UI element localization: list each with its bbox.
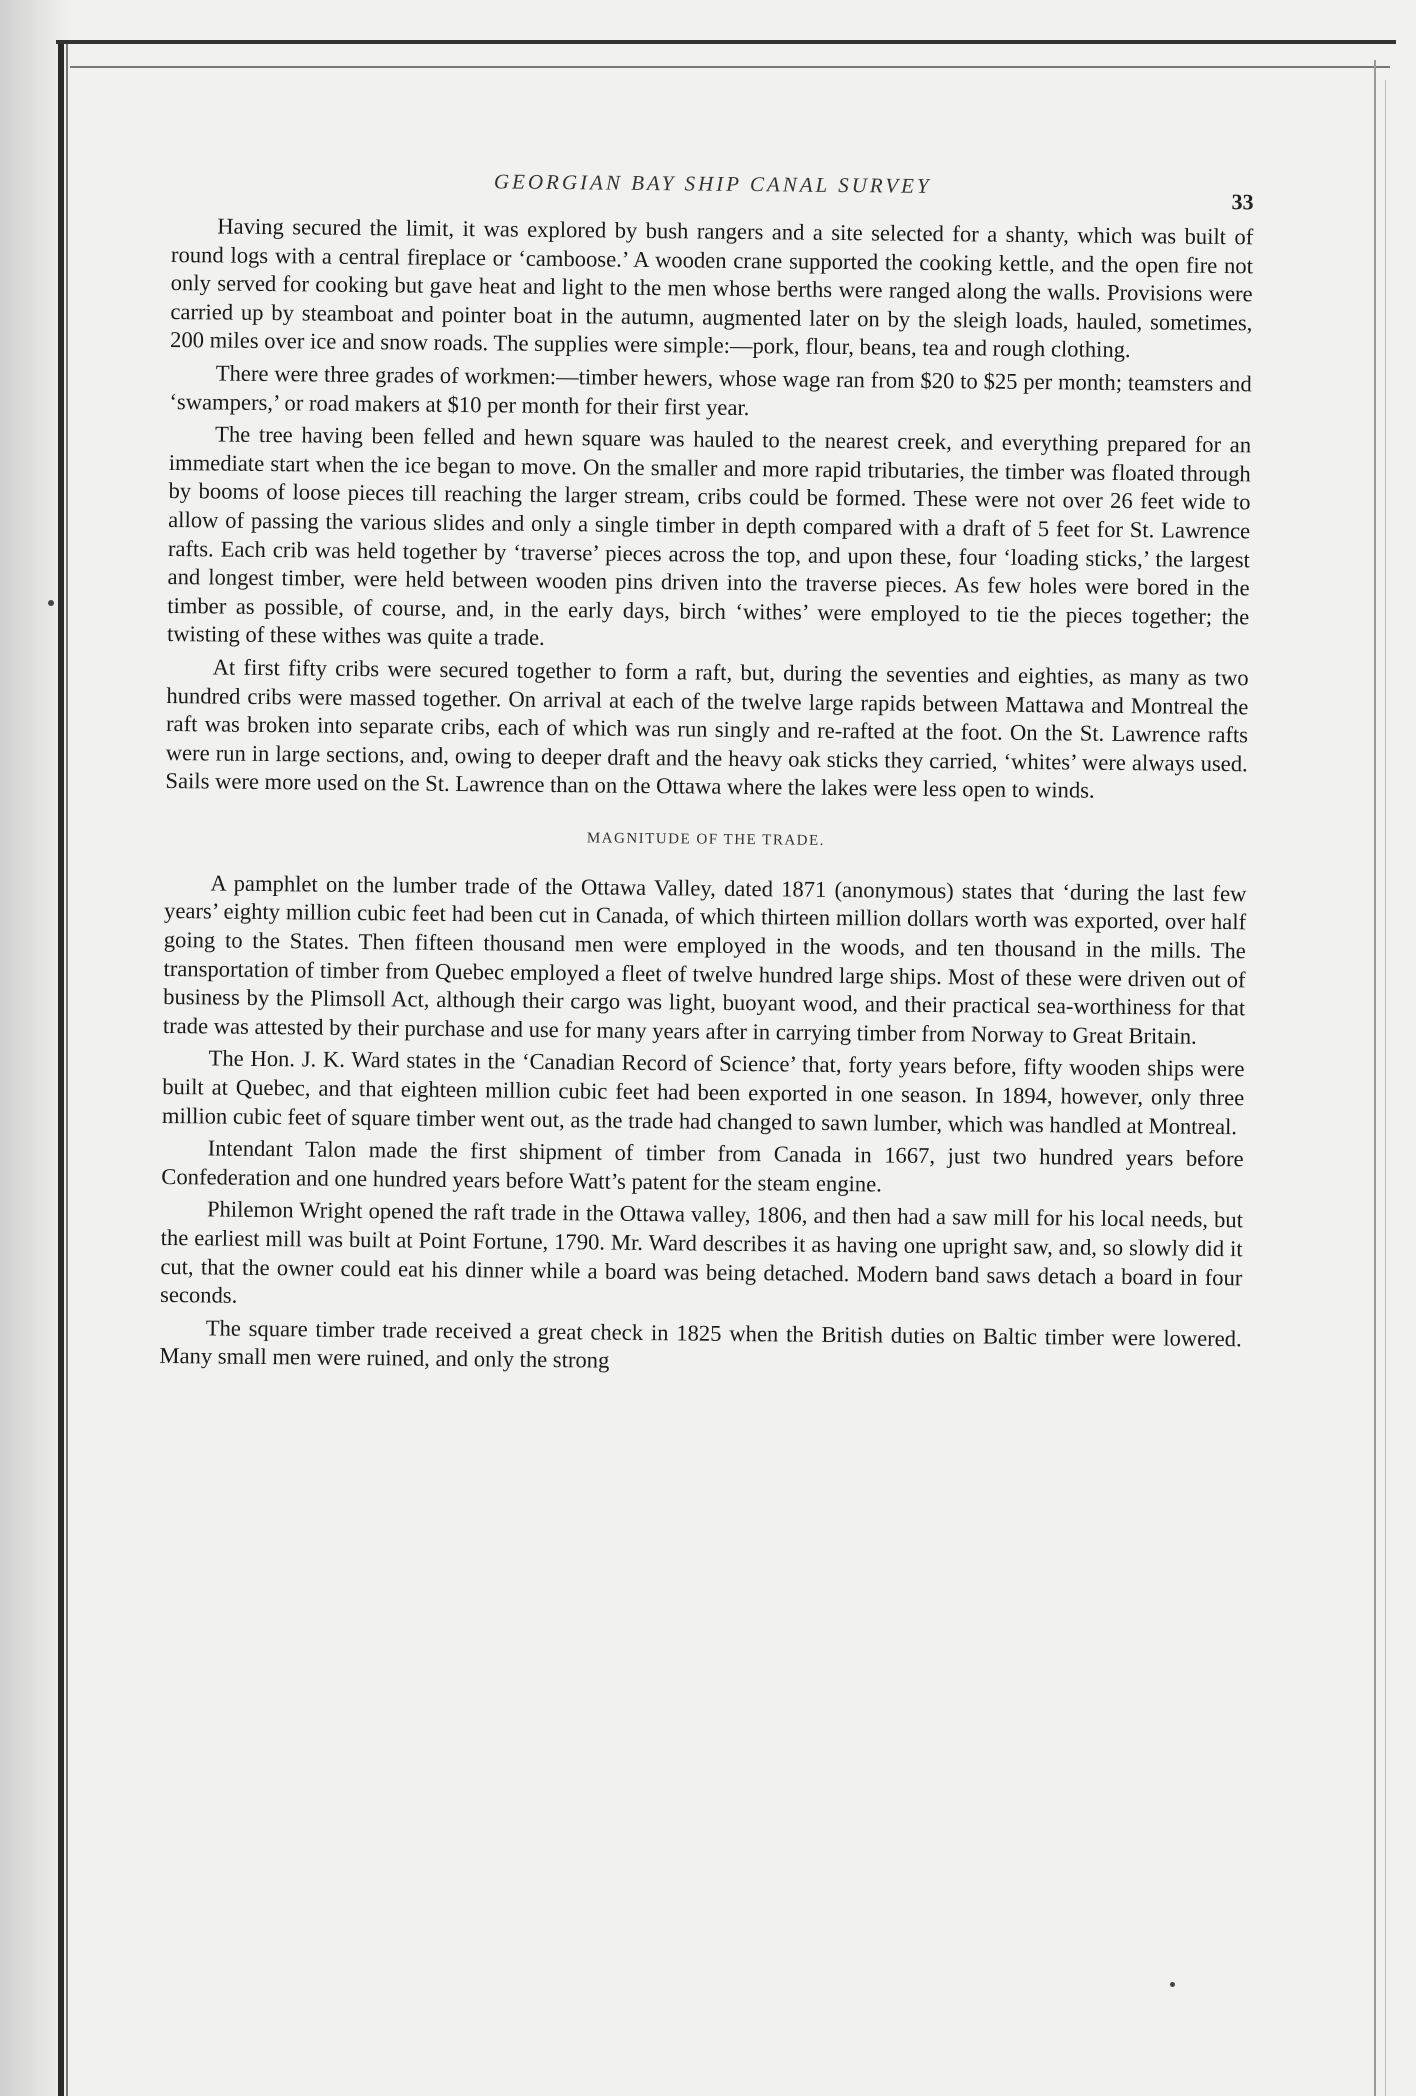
running-header	[172, 160, 1254, 215]
paragraph: The square timber trade received a great check in 1825 when the British duties on Baltic timber were lowered. Many small men were ruined, and only the strong	[159, 1315, 1242, 1374]
body-text-after-heading	[159, 869, 1246, 1382]
running-title: GEORGIAN BAY SHIP CANAL SURVEY	[493, 169, 932, 198]
page-top-edge	[56, 40, 1396, 44]
paragraph: The Hon. J. K. Ward states in the ‘Canadian Record of Science’ that, forty years before, fifty wooden ships were built at Quebec, and that eighteen million cubic feet had been exported in one season. In 1894, however, only three million cubic feet of square timber went out, as the trade had changed to sawn lumber, which was handled at Montreal.	[161, 1045, 1245, 1139]
document-page	[159, 160, 1254, 1386]
binding-edge-line-thin	[66, 40, 68, 2096]
paragraph: A pamphlet on the lumber trade of the Ottawa Valley, dated 1871 (anonymous) states that ‘during the last few years’ eighty million cubic feet had been cut in Canada, of which thirteen million dollars worth was exported, over half going to the States. Then fifteen thousand men were employed in the woods, and ten thousand in the mills. The transportation of timber from Quebec employed a fleet of twelve hundred large ships. Most of these were driven out of business by the Plimsoll Act, although their cargo was light, buoyant wood, and their practical sea-worthiness for that trade was attested by their purchase and use for many years after in carrying timber from Norway to Great Britain.	[162, 870, 1247, 1049]
page-right-edge-inner	[1385, 80, 1386, 2096]
paragraph: Philemon Wright opened the raft trade in the Ottawa valley, 1806, and then had a saw mill for his local needs, but the earliest mill was built at Point Fortune, 1790. Mr. Ward describes it as having one upright saw, and, so slowly did it cut, that the owner could eat his dinner while a board was being detached. Modern band saws detach a board in four seconds.	[159, 1196, 1244, 1308]
page-right-edge	[1374, 60, 1376, 2096]
paragraph: Having secured the limit, it was explored by bush rangers and a site selected for a shanty, which was built of round logs with a central fireplace or ‘camboose.’ A wooden crane supported the cooking kettle, and the open fire not only served for cooking but gave heat and light to the men whose berths were ranged along the walls. Provisions were carried up by steamboat and pointer boat in the autumn, augmented later on by the sleigh loads, hauled, sometimes, 200 miles over ice and snow roads. The supplies were simple:—pork, flour, beans, tea and rough clothing.	[169, 213, 1254, 363]
body-text-before-heading	[165, 212, 1253, 807]
paragraph: There were three grades of workmen:—timber hewers, whose wage ran from $20 to $25 per month; teamsters and ‘swampers,’ or road makers at $10 per month for their first year.	[169, 360, 1252, 420]
paragraph: The tree having been felled and hewn square was hauled to the nearest creek, and everything prepared for an immediate start when the ice began to move. On the smaller and more rapid tributaries, the timber was floated through by booms of loose pieces till reaching the larger stream, cribs could be formed. These were not over 26 feet wide to allow of passing the various slides and only a single timber in depth compared with a draft of 5 feet for St. Lawrence rafts. Each crib was held together by ‘traverse’ pieces across the top, and upon these, four ‘loading sticks,’ the largest and longest timber, were held between wooden pins driven into the traverse pieces. As few holes were bored in the timber as possible, of course, and, in the early days, birch ‘withes’ were employed to tie the pieces together; the twisting of these withes was quite a trade.	[166, 421, 1252, 651]
page-number: 33	[1231, 189, 1254, 215]
binding-edge-line	[58, 40, 64, 2096]
margin-speck	[48, 600, 54, 606]
page-top-edge-inner	[70, 66, 1390, 68]
paragraph: Intendant Talon made the first shipment of timber from Canada in 1667, just two hundred years before Confederation and one hundred years before Watt’s patent for the steam engine.	[161, 1135, 1244, 1197]
margin-speck	[1170, 1982, 1175, 1987]
paragraph: At first fifty cribs were secured together to form a raft, but, during the seventies and eighties, as many as two hundred cribs were massed together. On arrival at each of the twelve large rapids between Mattawa and Montreal the raft was broken into separate cribs, each of which was run singly and re-rafted at the foot. On the St. Lawrence rafts were run in large sections, and, owing to deeper draft and the heavy oak sticks they carried, ‘whites’ were always used. Sails were more used on the St. Lawrence than on the Ottawa where the lakes were less open to winds.	[165, 654, 1249, 803]
section-heading: MAGNITUDE OF THE TRADE.	[586, 830, 826, 849]
